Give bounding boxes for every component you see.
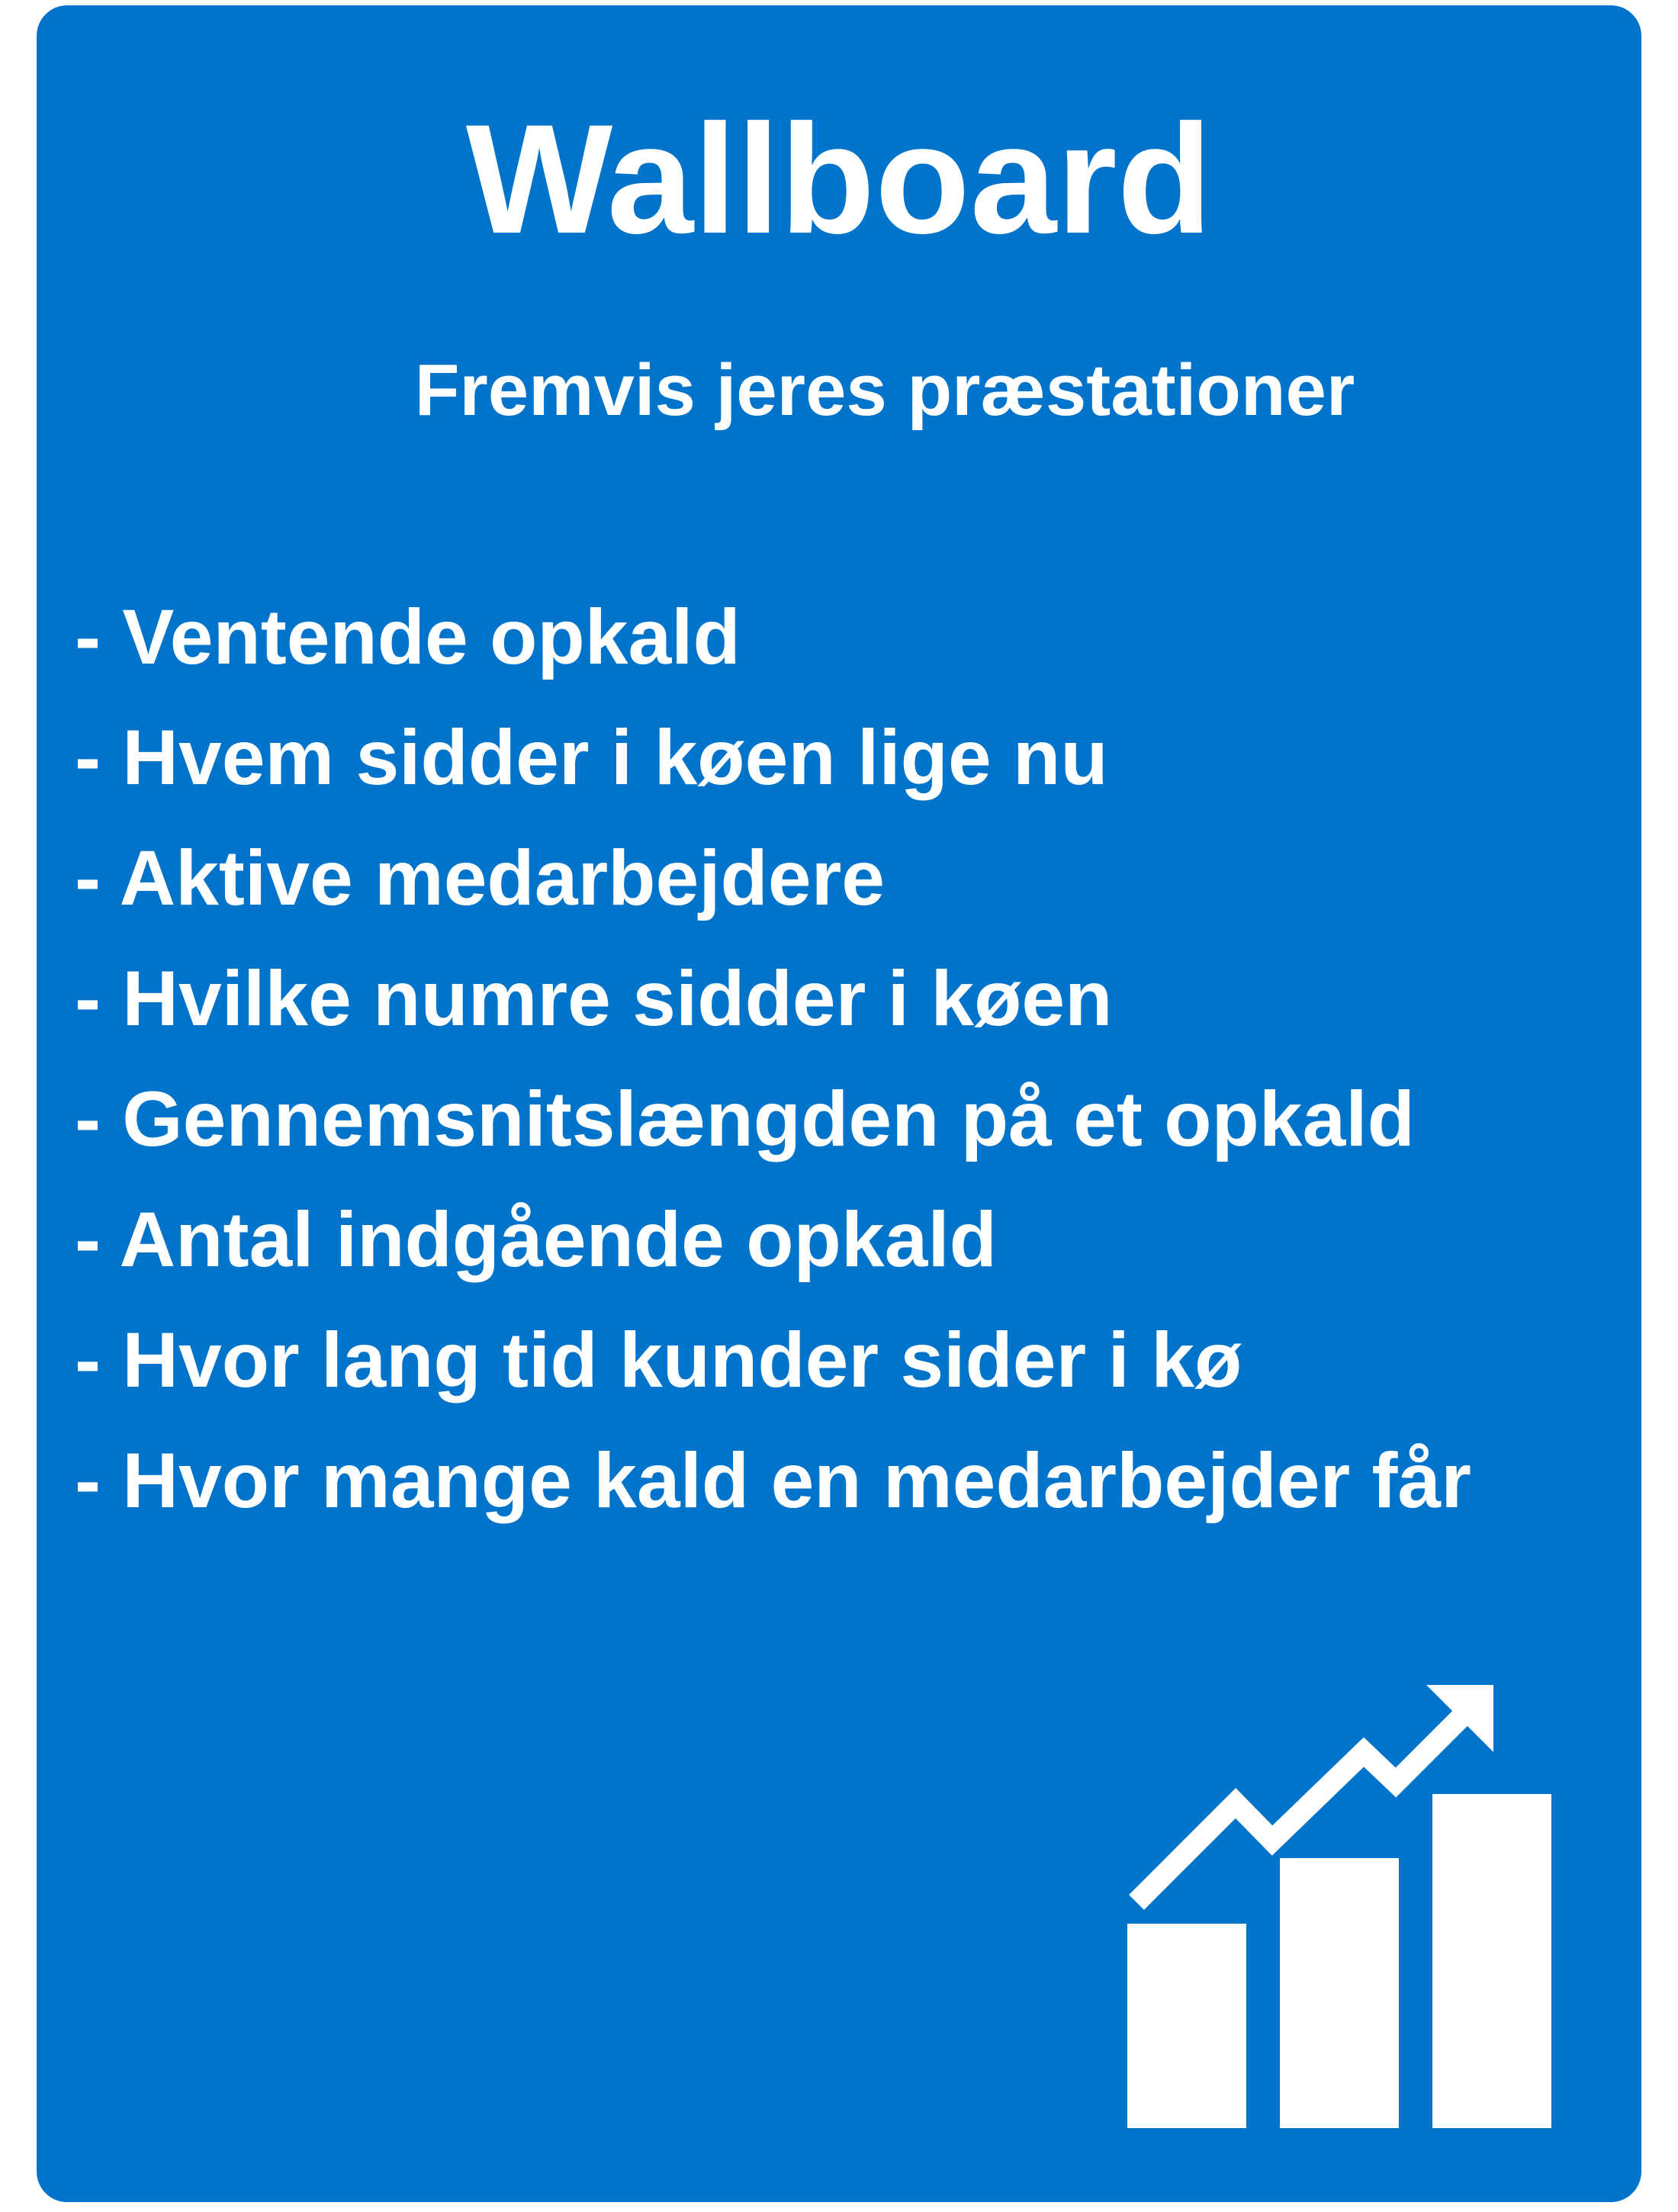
poster-subtitle: Fremvis jeres præstationer (414, 349, 1355, 431)
feature-item: - Hvilke numre sidder i køen (75, 955, 1113, 1042)
feature-item: - Ventende opkald (75, 593, 741, 680)
feature-item: - Aktive medarbejdere (75, 834, 885, 921)
feature-item: - Hvor mange kald en medarbejder får (75, 1437, 1471, 1524)
feature-item: - Gennemsnitslængden på et opkald (75, 1075, 1415, 1162)
poster-title: Wallboard (465, 92, 1213, 266)
wallboard-poster (37, 5, 1641, 2202)
feature-list (75, 593, 1471, 1557)
chart-bar-small (1127, 1924, 1246, 2128)
chart-bar-large (1432, 1794, 1551, 2128)
feature-item: - Hvem sidder i køen lige nu (75, 714, 1108, 801)
growth-chart-icon (1089, 1676, 1562, 2141)
chart-bar-medium (1280, 1858, 1399, 2128)
feature-item: - Hvor lang tid kunder sider i kø (75, 1317, 1242, 1403)
feature-item: - Antal indgående opkald (75, 1196, 997, 1283)
